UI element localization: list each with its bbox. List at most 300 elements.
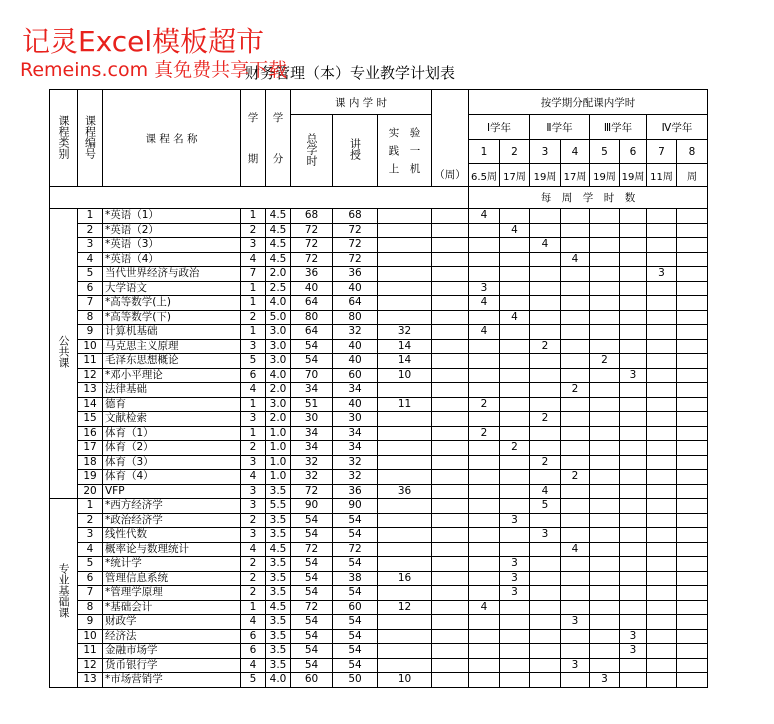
row-term-hours xyxy=(647,600,677,615)
row-term-hours: 4 xyxy=(500,310,530,325)
row-term-hours xyxy=(469,441,500,456)
row-weeks xyxy=(432,310,469,325)
row-term-hours xyxy=(647,209,677,224)
row-term-hours xyxy=(677,600,708,615)
row-term-hours: 2 xyxy=(530,455,561,470)
row-term-hours: 3 xyxy=(500,586,530,601)
row-term-hours xyxy=(561,629,590,644)
row-term-hours xyxy=(590,223,620,238)
row-practice-hours xyxy=(378,281,432,296)
row-code: 19 xyxy=(78,470,103,485)
row-term-hours xyxy=(590,455,620,470)
row-total-hours: 40 xyxy=(291,281,333,296)
row-semester: 2 xyxy=(241,586,266,601)
header-term: 1 xyxy=(469,140,500,164)
row-term-hours xyxy=(590,586,620,601)
watermark-title: 记灵Excel模板超市 xyxy=(22,25,265,58)
row-term-hours xyxy=(647,383,677,398)
row-practice-hours xyxy=(378,629,432,644)
row-term-hours xyxy=(500,600,530,615)
header-weeks-col: （周） xyxy=(432,90,469,187)
row-term-hours xyxy=(647,455,677,470)
header-year-4: Ⅳ学年 xyxy=(647,115,708,140)
row-term-hours xyxy=(500,499,530,514)
row-total-hours: 72 xyxy=(291,238,333,253)
table-row xyxy=(50,528,708,543)
row-term-hours xyxy=(647,557,677,572)
row-lecture-hours: 80 xyxy=(333,310,378,325)
row-lecture-hours: 50 xyxy=(333,673,378,688)
row-lecture-hours: 72 xyxy=(333,223,378,238)
table-row xyxy=(50,499,708,514)
row-term-hours xyxy=(620,296,647,311)
row-term-hours xyxy=(500,644,530,659)
row-term-hours xyxy=(590,571,620,586)
row-term-hours xyxy=(561,499,590,514)
row-term-hours xyxy=(469,615,500,630)
row-course-name: 货币银行学 xyxy=(103,658,241,673)
row-term-hours xyxy=(677,644,708,659)
row-course-name: 体育（4） xyxy=(103,470,241,485)
row-course-name: 线性代数 xyxy=(103,528,241,543)
row-term-hours xyxy=(561,673,590,688)
row-term-hours xyxy=(469,557,500,572)
row-term-hours xyxy=(677,296,708,311)
row-term-hours xyxy=(561,339,590,354)
row-course-name: *英语（3） xyxy=(103,238,241,253)
row-term-hours: 4 xyxy=(469,325,500,340)
row-semester: 5 xyxy=(241,354,266,369)
row-term-hours xyxy=(620,615,647,630)
row-practice-hours xyxy=(378,209,432,224)
row-code: 17 xyxy=(78,441,103,456)
row-credits: 1.0 xyxy=(266,426,291,441)
header-weeks: 17周 xyxy=(561,164,590,187)
row-total-hours: 54 xyxy=(291,644,333,659)
row-code: 16 xyxy=(78,426,103,441)
row-total-hours: 54 xyxy=(291,658,333,673)
row-term-hours xyxy=(590,441,620,456)
row-lecture-hours: 90 xyxy=(333,499,378,514)
row-credits: 3.5 xyxy=(266,528,291,543)
header-term: 6 xyxy=(620,140,647,164)
row-total-hours: 34 xyxy=(291,383,333,398)
document-title: 财务管理（本）专业教学计划表 xyxy=(245,64,456,82)
row-term-hours: 4 xyxy=(500,223,530,238)
row-term-hours xyxy=(677,252,708,267)
row-term-hours xyxy=(561,571,590,586)
row-lecture-hours: 54 xyxy=(333,528,378,543)
row-total-hours: 54 xyxy=(291,513,333,528)
row-practice-hours xyxy=(378,296,432,311)
row-term-hours xyxy=(647,484,677,499)
header-term: 5 xyxy=(590,140,620,164)
row-course-name: 文献检索 xyxy=(103,412,241,427)
row-term-hours xyxy=(590,368,620,383)
row-weeks xyxy=(432,223,469,238)
table-row xyxy=(50,325,708,340)
row-term-hours xyxy=(469,267,500,282)
row-term-hours xyxy=(647,441,677,456)
row-term-hours xyxy=(469,354,500,369)
row-total-hours: 32 xyxy=(291,455,333,470)
row-code: 2 xyxy=(78,223,103,238)
row-term-hours xyxy=(620,571,647,586)
row-term-hours xyxy=(590,209,620,224)
row-term-hours xyxy=(561,209,590,224)
row-credits: 2.5 xyxy=(266,281,291,296)
row-term-hours xyxy=(677,354,708,369)
row-term-hours xyxy=(647,673,677,688)
row-term-hours xyxy=(620,499,647,514)
row-term-hours xyxy=(561,441,590,456)
row-term-hours xyxy=(469,238,500,253)
row-weeks xyxy=(432,542,469,557)
row-lecture-hours: 40 xyxy=(333,339,378,354)
header-term: 4 xyxy=(561,140,590,164)
row-term-hours xyxy=(647,629,677,644)
table-row xyxy=(50,513,708,528)
row-term-hours xyxy=(620,397,647,412)
row-total-hours: 64 xyxy=(291,325,333,340)
row-term-hours xyxy=(647,528,677,543)
row-lecture-hours: 40 xyxy=(333,354,378,369)
row-term-hours xyxy=(469,455,500,470)
row-code: 18 xyxy=(78,455,103,470)
row-semester: 1 xyxy=(241,296,266,311)
row-semester: 4 xyxy=(241,470,266,485)
row-practice-hours: 14 xyxy=(378,339,432,354)
row-weeks xyxy=(432,658,469,673)
row-code: 4 xyxy=(78,542,103,557)
row-term-hours xyxy=(590,267,620,282)
row-term-hours xyxy=(590,499,620,514)
row-practice-hours xyxy=(378,513,432,528)
row-term-hours xyxy=(677,571,708,586)
row-term-hours xyxy=(647,223,677,238)
row-term-hours: 2 xyxy=(530,412,561,427)
row-course-name: 计算机基础 xyxy=(103,325,241,340)
row-lecture-hours: 72 xyxy=(333,542,378,557)
row-total-hours: 72 xyxy=(291,542,333,557)
row-term-hours xyxy=(647,513,677,528)
table-row xyxy=(50,354,708,369)
row-term-hours xyxy=(647,296,677,311)
row-term-hours xyxy=(620,238,647,253)
row-semester: 3 xyxy=(241,339,266,354)
row-lecture-hours: 40 xyxy=(333,397,378,412)
row-weeks xyxy=(432,629,469,644)
table-row xyxy=(50,600,708,615)
row-term-hours: 2 xyxy=(500,441,530,456)
table-row xyxy=(50,368,708,383)
row-lecture-hours: 36 xyxy=(333,267,378,282)
row-semester: 1 xyxy=(241,325,266,340)
row-term-hours xyxy=(500,252,530,267)
header-term: 2 xyxy=(500,140,530,164)
row-term-hours xyxy=(677,513,708,528)
header-spacer xyxy=(50,187,469,209)
table-row xyxy=(50,339,708,354)
table-row xyxy=(50,455,708,470)
row-practice-hours xyxy=(378,441,432,456)
header-credits: 学 分 xyxy=(266,90,291,187)
row-term-hours xyxy=(469,484,500,499)
row-total-hours: 54 xyxy=(291,586,333,601)
row-term-hours xyxy=(530,296,561,311)
row-term-hours xyxy=(590,238,620,253)
table-row xyxy=(50,586,708,601)
row-credits: 4.5 xyxy=(266,542,291,557)
row-term-hours xyxy=(469,571,500,586)
row-term-hours xyxy=(677,412,708,427)
row-term-hours xyxy=(620,209,647,224)
row-term-hours xyxy=(620,223,647,238)
row-semester: 2 xyxy=(241,223,266,238)
row-lecture-hours: 32 xyxy=(333,325,378,340)
row-term-hours xyxy=(469,629,500,644)
row-term-hours xyxy=(620,658,647,673)
row-weeks xyxy=(432,571,469,586)
row-weeks xyxy=(432,644,469,659)
row-term-hours xyxy=(530,310,561,325)
row-weeks xyxy=(432,296,469,311)
table-row xyxy=(50,252,708,267)
row-term-hours xyxy=(647,339,677,354)
row-term-hours xyxy=(530,513,561,528)
watermark-subtitle: Remeins.com 真免费共享下载 xyxy=(20,59,288,81)
row-course-name: 金融市场学 xyxy=(103,644,241,659)
row-term-hours xyxy=(677,310,708,325)
row-term-hours xyxy=(500,629,530,644)
row-term-hours xyxy=(530,281,561,296)
row-term-hours: 3 xyxy=(469,281,500,296)
row-semester: 4 xyxy=(241,658,266,673)
table-row xyxy=(50,267,708,282)
row-term-hours xyxy=(561,238,590,253)
row-total-hours: 72 xyxy=(291,484,333,499)
row-total-hours: 54 xyxy=(291,354,333,369)
row-lecture-hours: 68 xyxy=(333,209,378,224)
row-weeks xyxy=(432,528,469,543)
row-practice-hours xyxy=(378,658,432,673)
row-term-hours xyxy=(590,484,620,499)
row-lecture-hours: 60 xyxy=(333,600,378,615)
row-term-hours xyxy=(561,281,590,296)
row-course-name: 经济法 xyxy=(103,629,241,644)
table-row xyxy=(50,310,708,325)
row-term-hours xyxy=(561,586,590,601)
row-code: 15 xyxy=(78,412,103,427)
row-lecture-hours: 54 xyxy=(333,629,378,644)
row-term-hours xyxy=(590,426,620,441)
row-term-hours xyxy=(590,296,620,311)
header-course-name: 课 程 名 称 xyxy=(103,90,241,187)
row-weeks xyxy=(432,600,469,615)
row-term-hours xyxy=(590,629,620,644)
row-term-hours xyxy=(469,339,500,354)
row-practice-hours xyxy=(378,310,432,325)
row-practice-hours xyxy=(378,644,432,659)
row-weeks xyxy=(432,383,469,398)
row-course-name: 体育（1） xyxy=(103,426,241,441)
row-weeks xyxy=(432,238,469,253)
row-term-hours xyxy=(677,325,708,340)
row-term-hours xyxy=(500,528,530,543)
row-semester: 5 xyxy=(241,673,266,688)
row-term-hours xyxy=(500,615,530,630)
row-term-hours xyxy=(677,673,708,688)
row-term-hours xyxy=(561,412,590,427)
row-credits: 4.5 xyxy=(266,600,291,615)
row-term-hours xyxy=(647,397,677,412)
row-practice-hours xyxy=(378,412,432,427)
row-term-hours xyxy=(561,223,590,238)
row-term-hours xyxy=(500,658,530,673)
row-term-hours xyxy=(530,470,561,485)
row-term-hours: 4 xyxy=(469,600,500,615)
row-credits: 3.0 xyxy=(266,397,291,412)
row-term-hours: 3 xyxy=(500,571,530,586)
row-term-hours: 3 xyxy=(500,557,530,572)
row-term-hours xyxy=(561,557,590,572)
row-term-hours: 4 xyxy=(561,542,590,557)
row-term-hours xyxy=(469,310,500,325)
row-course-name: *基础会计 xyxy=(103,600,241,615)
row-term-hours xyxy=(620,600,647,615)
row-practice-hours xyxy=(378,252,432,267)
row-semester: 2 xyxy=(241,513,266,528)
header-term: 8 xyxy=(677,140,708,164)
row-credits: 3.5 xyxy=(266,586,291,601)
header-code: 课程编号 xyxy=(78,90,103,187)
row-term-hours xyxy=(620,528,647,543)
row-term-hours xyxy=(647,325,677,340)
row-weeks xyxy=(432,513,469,528)
row-semester: 1 xyxy=(241,600,266,615)
row-practice-hours: 12 xyxy=(378,600,432,615)
row-term-hours xyxy=(620,310,647,325)
header-year-1: Ⅰ学年 xyxy=(469,115,530,140)
row-code: 3 xyxy=(78,528,103,543)
row-practice-hours xyxy=(378,455,432,470)
row-course-name: 当代世界经济与政治 xyxy=(103,267,241,282)
row-practice-hours: 14 xyxy=(378,354,432,369)
row-term-hours xyxy=(500,412,530,427)
row-code: 9 xyxy=(78,325,103,340)
header-weekly-hours: 每 周 学 时 数 xyxy=(469,187,708,209)
row-term-hours xyxy=(647,542,677,557)
row-term-hours xyxy=(590,412,620,427)
row-term-hours xyxy=(469,499,500,514)
row-course-name: VFP xyxy=(103,484,241,499)
row-code: 1 xyxy=(78,209,103,224)
row-credits: 4.0 xyxy=(266,673,291,688)
row-term-hours xyxy=(677,397,708,412)
header-year-3: Ⅲ学年 xyxy=(590,115,647,140)
row-term-hours xyxy=(500,484,530,499)
row-term-hours xyxy=(677,658,708,673)
row-term-hours xyxy=(620,252,647,267)
row-term-hours xyxy=(677,441,708,456)
row-term-hours xyxy=(620,267,647,282)
table-row xyxy=(50,383,708,398)
row-term-hours xyxy=(647,644,677,659)
row-lecture-hours: 54 xyxy=(333,586,378,601)
row-term-hours xyxy=(677,281,708,296)
row-term-hours xyxy=(647,426,677,441)
row-term-hours: 3 xyxy=(500,513,530,528)
row-credits: 3.5 xyxy=(266,615,291,630)
table-row xyxy=(50,209,708,224)
row-total-hours: 54 xyxy=(291,571,333,586)
row-term-hours xyxy=(561,455,590,470)
row-term-hours xyxy=(530,571,561,586)
row-term-hours xyxy=(620,441,647,456)
row-weeks xyxy=(432,455,469,470)
row-credits: 4.5 xyxy=(266,223,291,238)
row-credits: 1.0 xyxy=(266,441,291,456)
row-lecture-hours: 54 xyxy=(333,658,378,673)
row-lecture-hours: 34 xyxy=(333,383,378,398)
row-practice-hours xyxy=(378,499,432,514)
row-semester: 7 xyxy=(241,267,266,282)
header-lecture: 讲授 xyxy=(333,115,378,187)
row-term-hours xyxy=(620,513,647,528)
row-term-hours xyxy=(561,528,590,543)
row-course-name: 毛泽东思想概论 xyxy=(103,354,241,369)
row-term-hours: 3 xyxy=(590,673,620,688)
row-term-hours: 3 xyxy=(530,528,561,543)
row-credits: 4.5 xyxy=(266,209,291,224)
row-credits: 2.0 xyxy=(266,412,291,427)
row-term-hours xyxy=(647,658,677,673)
row-term-hours xyxy=(530,658,561,673)
row-total-hours: 68 xyxy=(291,209,333,224)
row-weeks xyxy=(432,368,469,383)
row-term-hours xyxy=(620,383,647,398)
row-course-name: 德育 xyxy=(103,397,241,412)
row-weeks xyxy=(432,484,469,499)
header-weeks: 11周 xyxy=(647,164,677,187)
row-code: 9 xyxy=(78,615,103,630)
row-practice-hours xyxy=(378,383,432,398)
row-term-hours: 2 xyxy=(530,339,561,354)
row-term-hours xyxy=(469,383,500,398)
row-term-hours xyxy=(590,600,620,615)
row-weeks xyxy=(432,339,469,354)
row-lecture-hours: 64 xyxy=(333,296,378,311)
row-semester: 2 xyxy=(241,557,266,572)
row-weeks xyxy=(432,397,469,412)
row-term-hours xyxy=(561,325,590,340)
row-semester: 3 xyxy=(241,412,266,427)
row-term-hours: 2 xyxy=(590,354,620,369)
row-course-name: *英语（2） xyxy=(103,223,241,238)
row-term-hours xyxy=(590,542,620,557)
row-weeks xyxy=(432,252,469,267)
row-term-hours xyxy=(647,571,677,586)
row-term-hours: 4 xyxy=(530,238,561,253)
row-practice-hours: 11 xyxy=(378,397,432,412)
table-row xyxy=(50,557,708,572)
row-term-hours xyxy=(677,484,708,499)
table-row xyxy=(50,470,708,485)
row-term-hours xyxy=(677,426,708,441)
row-term-hours xyxy=(620,470,647,485)
row-practice-hours xyxy=(378,238,432,253)
header-year-2: Ⅱ学年 xyxy=(530,115,590,140)
